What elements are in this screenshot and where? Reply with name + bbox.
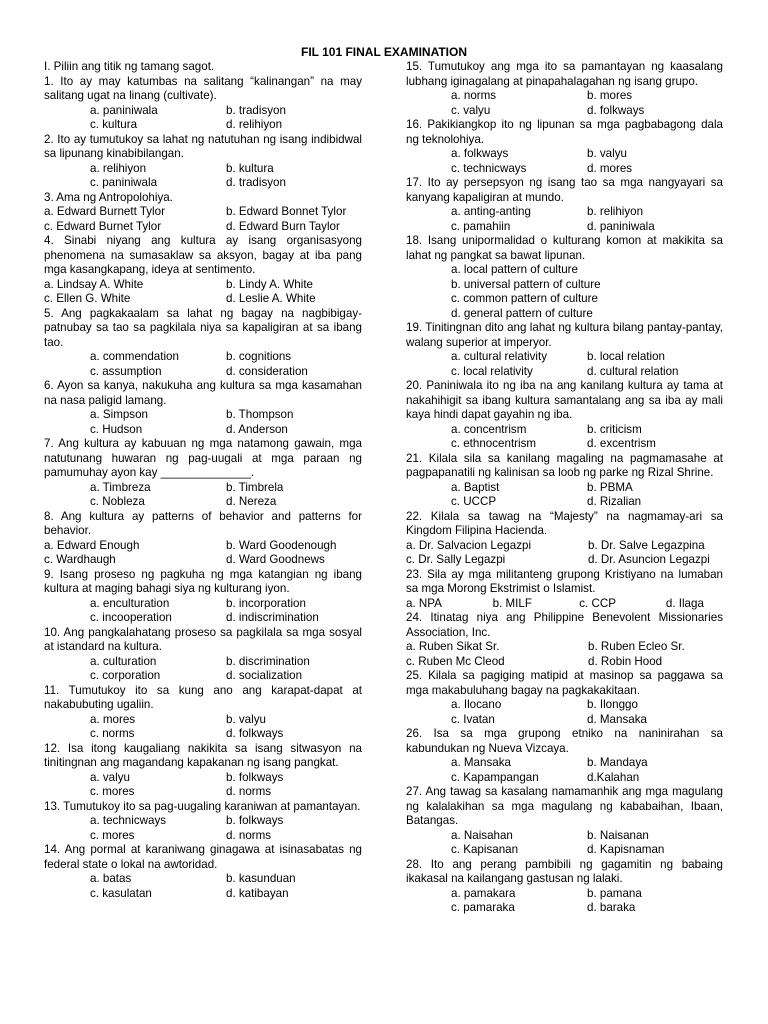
question-stem: 28. Ito ang perang pambibili ng gagamitin ng babaing ikakasal na kailangang gastusan ng lalaki.	[406, 857, 723, 885]
question-item	[44, 800, 362, 844]
answer-option[interactable]: d. tradisyon	[226, 176, 286, 189]
question-stem: 20. Paniniwala ito ng iba na ang kanilang kultura ay tama at nakahihigit sa ibang kultura samantalang ang sa iba ay mali kaya hindi dapat gayahin ng iba.	[406, 379, 723, 421]
answer-options	[406, 756, 723, 785]
question-item	[406, 858, 723, 916]
answer-option[interactable]: d. norms	[226, 785, 272, 798]
answer-option[interactable]: b. universal pattern of culture	[451, 277, 601, 291]
answer-option[interactable]: b. folkways	[226, 770, 284, 784]
answer-option[interactable]: b. Lindy A. White	[226, 277, 313, 291]
answer-options	[406, 640, 723, 669]
answer-option[interactable]: b. Ruben Ecleo Sr.	[588, 640, 685, 653]
answer-option[interactable]: c. CCP	[579, 596, 616, 610]
answer-option[interactable]: a. batas	[90, 872, 132, 885]
answer-option[interactable]: b. Mandaya	[587, 756, 648, 769]
answer-options	[406, 263, 723, 321]
answer-option[interactable]: a. Edward Enough	[44, 538, 140, 552]
question-stem: 5. Ang pagkakaalam sa lahat ng bagay na nagbibigay-patnubay sa tao sa pagkilala niya sa kapaligiran at sa ibang tao.	[44, 306, 362, 349]
answer-option[interactable]: a. cultural relativity	[451, 350, 548, 363]
answer-options	[406, 147, 723, 176]
answer-option[interactable]: d. relihiyon	[226, 118, 283, 131]
question-stem: 22. Kilala sa tawag na “Majesty” na nagmamay-ari sa Kingdom Filipina Hacienda.	[406, 509, 723, 537]
answer-option[interactable]: c. Dr. Sally Legazpi	[406, 553, 506, 566]
answer-options	[44, 278, 362, 307]
answer-option[interactable]: d. socialization	[226, 669, 303, 682]
answer-option[interactable]: c. UCCP	[451, 495, 497, 508]
answer-option[interactable]: a. technicways	[90, 814, 167, 827]
answer-option[interactable]: d. folkways	[226, 727, 284, 740]
answer-options	[406, 887, 723, 916]
answer-option[interactable]: c. Nobleza	[90, 495, 145, 508]
answer-option[interactable]: b. kultura	[226, 161, 274, 175]
answer-option[interactable]: b. MILF	[492, 596, 532, 610]
question-stem: 23. Sila ay mga militanteng grupong Kristiyano na lumaban sa mga Morong Ekstrimist o Islamist.	[406, 567, 723, 595]
question-stem: 1. Ito ay may katumbas na salitang “kalinangan” na may salitang ugat na linang (cultivate).	[44, 74, 362, 102]
answer-option[interactable]: b. incorporation	[226, 596, 306, 610]
answer-options	[44, 350, 362, 379]
answer-option[interactable]: d. Edward Burn Taylor	[226, 219, 340, 233]
right-column	[406, 60, 723, 916]
answer-option[interactable]: c. mores	[90, 785, 135, 798]
answer-options	[44, 104, 362, 133]
answer-options	[44, 713, 362, 742]
answer-option[interactable]: d. general pattern of culture	[451, 306, 593, 320]
question-item	[406, 669, 723, 727]
answer-option[interactable]: d. Ilaga	[665, 596, 704, 610]
answer-options	[406, 597, 723, 612]
answer-option[interactable]: b. Naisanan	[587, 828, 649, 842]
answer-options	[44, 408, 362, 437]
answer-option[interactable]: d. Ward Goodnews	[226, 553, 325, 566]
question-item	[44, 510, 362, 568]
answer-option[interactable]: d. mores	[587, 161, 633, 175]
answer-option[interactable]: c. Ellen G. White	[44, 292, 131, 305]
question-item	[406, 611, 723, 669]
answer-options	[44, 481, 362, 510]
right-question-list	[406, 60, 723, 916]
answer-option[interactable]: b. criticism	[587, 422, 642, 436]
answer-option[interactable]: a. enculturation	[90, 596, 170, 610]
answer-options	[406, 205, 723, 234]
answer-options	[406, 539, 723, 568]
answer-option[interactable]: b. Ilonggo	[587, 698, 638, 711]
question-stem: 14. Ang pormal at karaniwang ginagawa at isinasabatas ng federal state o lokal na awtoridad.	[44, 843, 362, 871]
answer-option[interactable]: a. Edward Burnett Tylor	[44, 205, 165, 218]
answer-option[interactable]: a. Naisahan	[451, 828, 513, 842]
question-stem: 18. Isang unipormalidad o kulturang komon at makikita sa lahat ng pangkat sa bawat lipunan.	[406, 234, 723, 262]
question-stem: 19. Tinitingnan dito ang lahat ng kultura bilang pantay-pantay, walang superior at imperyor.	[406, 321, 723, 349]
answer-option[interactable]: c. paniniwala	[90, 176, 158, 189]
answer-option[interactable]: a. pamakara	[451, 886, 516, 900]
question-stem: 25. Kilala sa pagiging matipid at masinop sa paggawa sa mga makabuluhang bagay na pagkakakitaan.	[406, 669, 723, 697]
question-item	[44, 437, 362, 510]
answer-option[interactable]: d. baraka	[587, 901, 636, 914]
answer-option[interactable]: d. Robin Hood	[588, 654, 663, 668]
question-item	[406, 176, 723, 234]
answer-options	[406, 89, 723, 118]
answer-option[interactable]: d. Mansaka	[587, 712, 647, 726]
answer-option[interactable]: d. Dr. Asuncion Legazpi	[588, 553, 710, 566]
question-stem: 13. Tumutukoy ito sa pag-uugaling karaniwan at pamantayan.	[44, 799, 361, 813]
question-item	[44, 307, 362, 380]
answer-option[interactable]: c. Ivatan	[451, 712, 495, 726]
question-stem: 16. Pakikiangkop ito ng lipunan sa mga pagbabagong dala ng teknolohiya.	[406, 118, 723, 146]
answer-option[interactable]: a. Timbreza	[90, 480, 151, 494]
question-item	[406, 321, 723, 379]
answer-option[interactable]: a. concentrism	[451, 422, 527, 436]
answer-option[interactable]: b. folkways	[226, 814, 284, 827]
answer-options	[44, 872, 362, 901]
question-item	[406, 60, 723, 118]
answer-option[interactable]: b. mores	[587, 89, 633, 102]
answer-option[interactable]: b. valyu	[226, 712, 266, 726]
answer-option[interactable]: a. Ruben Sikat Sr.	[406, 640, 500, 653]
answer-option[interactable]: c. Ruben Mc Cleod	[406, 654, 505, 668]
answer-option[interactable]: c. technicways	[451, 161, 527, 175]
answer-option[interactable]: d. cultural relation	[587, 364, 679, 378]
answer-option[interactable]: d. indiscrimination	[226, 611, 319, 624]
question-stem: 3. Ama ng Antropolohiya.	[44, 190, 173, 204]
answer-options	[44, 655, 362, 684]
answer-option[interactable]: d. paniniwala	[587, 219, 655, 233]
answer-option[interactable]: d. katibayan	[226, 886, 289, 900]
answer-option[interactable]: a. norms	[451, 89, 497, 102]
answer-options	[406, 481, 723, 510]
question-stem: 6. Ayon sa kanya, nakukuha ang kultura sa mga kasamahan na nasa paligid lamang.	[44, 379, 362, 407]
question-stem: 21. Kilala sila sa kanilang magaling na pagmamasahe at pagpapanatili ng kalinisan sa loob ng parke ng Rizal Shrine.	[406, 451, 723, 479]
answer-option[interactable]: b. PBMA	[587, 480, 633, 494]
answer-option[interactable]: c. pamahiin	[451, 219, 511, 233]
question-item	[44, 684, 362, 742]
answer-option[interactable]: d. Nereza	[226, 495, 277, 508]
question-item	[406, 785, 723, 858]
question-stem: 12. Isa itong kaugaliang nakikita sa isang sitwasyon na tinitingnan ang magandang kapakanan ng isang pangkat.	[44, 741, 362, 769]
instruction: I. Piliin ang titik ng tamang sagot.	[44, 60, 215, 73]
answer-option[interactable]: b. pamana	[587, 886, 642, 900]
question-item	[44, 133, 362, 191]
answer-option[interactable]: c. Edward Burnet Tylor	[44, 219, 162, 233]
left-column	[44, 60, 362, 901]
question-stem: 8. Ang kultura ay patterns of behavior and patterns for behavior.	[44, 509, 362, 537]
answer-option[interactable]: a. valyu	[90, 770, 130, 784]
answer-options	[406, 829, 723, 858]
answer-option[interactable]: d. folkways	[587, 103, 645, 117]
exam-title: FIL 101 FINAL EXAMINATION	[300, 45, 468, 59]
question-item	[406, 379, 723, 452]
question-stem: 15. Tumutukoy ang mga ito sa pamantayan ng kaasalang lubhang iginagalang at pinapahalagahan ng isang grupo.	[406, 60, 723, 88]
question-stem: 27. Ang tawag sa kasalang namamanhik ang mga magulang ng kalalakihan sa mga magulang ng kababaihan, Ibaan, Batangas.	[406, 785, 723, 827]
question-item	[406, 568, 723, 612]
answer-option[interactable]: c. pamaraka	[451, 901, 515, 914]
answer-options	[44, 597, 362, 626]
answer-options	[44, 814, 362, 843]
answer-option[interactable]: b. valyu	[587, 147, 627, 160]
question-item	[406, 452, 723, 510]
question-item	[406, 118, 723, 176]
question-stem: 9. Isang proseso ng pagkuha ng mga katangian ng ibang kultura at maging bahagi siya ng kulturang iyon.	[44, 567, 362, 595]
answer-option[interactable]: b. discrimination	[226, 654, 310, 668]
answer-option[interactable]: c. common pattern of culture	[451, 292, 598, 305]
question-item	[406, 234, 723, 321]
answer-option[interactable]: a. folkways	[451, 147, 509, 160]
answer-option[interactable]: c. mores	[90, 828, 135, 842]
answer-option[interactable]: c. Kapampangan	[451, 770, 539, 784]
answer-option[interactable]: d. Kapisnaman	[587, 843, 665, 856]
question-stem: 10. Ang pangkalahatang proseso sa pagkilala sa mga sosyal at istandard na kultura.	[44, 625, 362, 653]
answer-option[interactable]: b. local relation	[587, 350, 665, 363]
answer-option[interactable]: b. relihiyon	[587, 205, 644, 218]
answer-option[interactable]: a. Simpson	[90, 408, 148, 421]
question-item	[406, 510, 723, 568]
question-item	[44, 843, 362, 901]
answer-option[interactable]: b. Edward Bonnet Tylor	[226, 205, 347, 218]
question-stem: 2. Ito ay tumutukoy sa lahat ng natutuhan ng isang indibidwal sa lipunang kinabibilangan.	[44, 132, 362, 160]
question-item	[44, 75, 362, 133]
question-item	[44, 742, 362, 800]
answer-option[interactable]: c. ethnocentrism	[451, 437, 537, 450]
answer-option[interactable]: a. local pattern of culture	[451, 263, 578, 276]
answer-option[interactable]: a. Lindsay A. White	[44, 277, 144, 291]
question-item	[44, 568, 362, 626]
answer-option[interactable]: a. anting-anting	[451, 205, 531, 218]
answer-option[interactable]: c. local relativity	[451, 364, 533, 378]
question-stem: 11. Tumutukoy ito sa kung ano ang karapat-dapat at nakabubuting ugaliin.	[44, 683, 362, 711]
answer-options	[44, 162, 362, 191]
answer-options	[406, 698, 723, 727]
question-item	[44, 379, 362, 437]
answer-option[interactable]: c. kultura	[90, 118, 138, 131]
answer-option[interactable]: c. incooperation	[90, 611, 172, 624]
question-item	[44, 234, 362, 307]
answer-option[interactable]: c. corporation	[90, 669, 161, 682]
answer-option[interactable]: c. assumption	[90, 364, 162, 378]
answer-option[interactable]: b. kasunduan	[226, 872, 296, 885]
answer-option[interactable]: c. Wardhaugh	[44, 553, 116, 566]
answer-option[interactable]: b. tradisyon	[226, 103, 286, 117]
answer-option[interactable]: a. Dr. Salvacion Legazpi	[406, 538, 532, 552]
answer-options	[44, 539, 362, 568]
question-stem: 4. Sinabi niyang ang kultura ay isang organisasyong phenomena na sumasaklaw sa aksyon, bagay at iba pang mga kasangkapang, ideya at sentimento.	[44, 234, 362, 276]
answer-options	[406, 350, 723, 379]
answer-option[interactable]: a. relihiyon	[90, 161, 147, 175]
question-item	[406, 727, 723, 785]
answer-option[interactable]: d. Leslie A. White	[226, 292, 316, 305]
answer-option[interactable]: b. Timbrela	[226, 480, 284, 494]
answer-option[interactable]: a. commendation	[90, 350, 179, 363]
answer-options	[44, 205, 362, 234]
answer-option[interactable]: c. norms	[90, 727, 135, 740]
question-item	[44, 191, 362, 235]
answer-option[interactable]: b. Dr. Salve Legazpina	[588, 538, 705, 552]
answer-option[interactable]: d. excentrism	[587, 437, 656, 450]
answer-option[interactable]: c. valyu	[451, 103, 491, 117]
left-question-list	[44, 75, 362, 902]
answer-option[interactable]: c. Kapisanan	[451, 843, 519, 856]
answer-options	[406, 423, 723, 452]
answer-option[interactable]: a. paniniwala	[90, 103, 158, 117]
question-item	[44, 626, 362, 684]
answer-option[interactable]: c. Hudson	[90, 422, 143, 436]
answer-option[interactable]: a. culturation	[90, 654, 157, 668]
answer-option[interactable]: d. consideration	[226, 364, 308, 378]
question-stem: 24. Itinatag niya ang Philippine Benevolent Missionaries Association, Inc.	[406, 611, 723, 639]
answer-option[interactable]: a. Baptist	[451, 480, 500, 494]
answer-option[interactable]: b. Thompson	[226, 408, 294, 421]
answer-option[interactable]: d.Kalahan	[587, 770, 640, 784]
answer-option[interactable]: c. kasulatan	[90, 886, 152, 900]
answer-option[interactable]: b. Ward Goodenough	[226, 538, 337, 552]
question-stem: 26. Isa sa mga grupong etniko na naninirahan sa kabundukan ng Nueva Vizcaya.	[406, 727, 723, 755]
question-stem: 17. Ito ay persepsyon ng isang tao sa mga nangyayari sa kanyang kapaligiran at mundo.	[406, 176, 723, 204]
answer-option[interactable]: b. cognitions	[226, 350, 292, 363]
answer-option[interactable]: a. Ilocano	[451, 698, 502, 711]
answer-options	[44, 771, 362, 800]
question-stem: 7. Ang kultura ay kabuuan ng mga natamong gawain, mga natutunang huwaran ng pag-uugali at mga paraan ng pamumuhay ayon kay ______________.	[44, 437, 362, 479]
answer-option[interactable]: d. Rizalian	[587, 495, 642, 508]
answer-option[interactable]: d. Anderson	[226, 422, 288, 436]
answer-option[interactable]: a. mores	[90, 712, 136, 726]
answer-option[interactable]: a. NPA	[406, 596, 442, 610]
answer-option[interactable]: d. norms	[226, 828, 272, 842]
answer-option[interactable]: a. Mansaka	[451, 756, 511, 769]
